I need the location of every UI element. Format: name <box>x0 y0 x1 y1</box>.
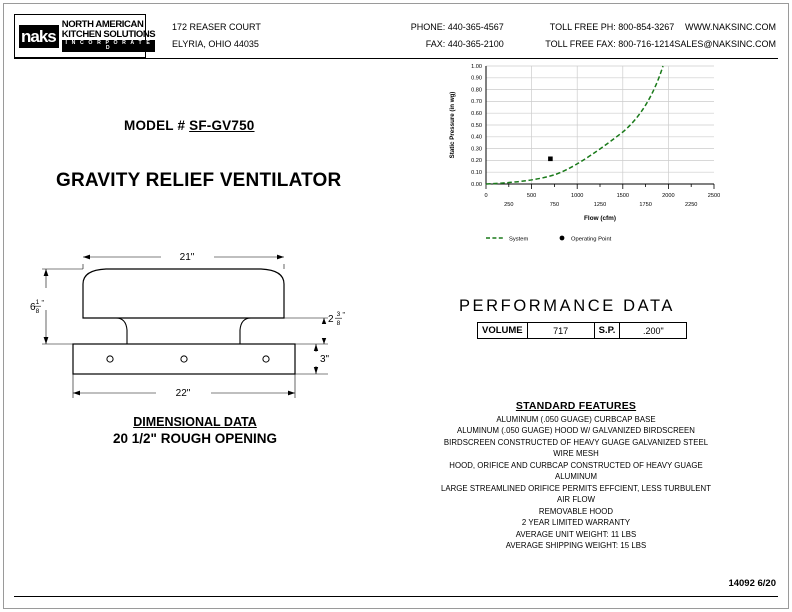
toll-free-fax: TOLL FREE FAX: 800-716-1214 <box>545 39 675 49</box>
orifice-left <box>83 318 127 344</box>
dim-offset-unit: " <box>342 312 345 319</box>
legend-label-system: System <box>509 236 529 243</box>
model-label: MODEL # <box>124 118 186 133</box>
header-phone-block <box>366 14 504 58</box>
x-tick-1000: 1000 <box>570 193 584 199</box>
dim-height-whole: 6 <box>30 302 36 313</box>
y-tick-9: 0.90 <box>471 75 482 82</box>
footer-revision-code: 14092 6/20 <box>728 578 776 589</box>
mounting-hole-left <box>107 356 113 362</box>
x-tick-2000: 2000 <box>662 193 675 199</box>
chart-x-ticks <box>486 184 714 189</box>
orifice-right <box>240 318 284 344</box>
address-line-2: ELYRIA, OHIO 44035 <box>172 39 259 49</box>
y-tick-7: 0.70 <box>471 99 482 106</box>
website-url[interactable]: WWW.NAKSINC.COM <box>685 21 776 32</box>
static-pressure-label: S.P. <box>594 323 620 339</box>
chart-legend <box>424 228 724 248</box>
feature-item: ALUMINUM (.050 GUAGE) CURBCAP BASE <box>496 415 656 424</box>
y-tick-0: 0.00 <box>471 181 482 188</box>
mounting-hole-right <box>263 356 269 362</box>
x-tick-0: 0 <box>484 193 488 199</box>
y-tick-6: 0.60 <box>471 111 482 117</box>
company-logo <box>14 14 156 58</box>
dim-height-numerator: 1 <box>35 299 40 306</box>
y-tick-3: 0.30 <box>471 146 482 153</box>
feature-item: ALUMINUM (.050 GUAGE) HOOD W/ GALVANIZED BIRDSCREEN <box>457 426 695 436</box>
static-pressure-value: .200" <box>620 323 687 339</box>
dim-offset-whole: 2 <box>328 314 334 325</box>
mounting-hole-center <box>181 356 187 362</box>
dim-offset-denominator: 8 <box>336 320 341 327</box>
performance-data-table <box>477 322 687 339</box>
dim-label-offset <box>328 311 346 327</box>
logo-mark: naks <box>19 25 59 48</box>
standard-features-title: STANDARD FEATURES <box>515 400 637 412</box>
dim-label-top-width: 21" <box>179 252 195 263</box>
feature-item: WIRE MESH <box>553 449 599 459</box>
feature-item: AVERAGE SHIPPING WEIGHT: 15 LBS <box>505 540 647 550</box>
y-tick-1: 0.10 <box>471 170 482 176</box>
x-tick-1500: 1500 <box>616 193 630 199</box>
page-title: GRAVITY RELIEF VENTILATOR <box>56 170 342 191</box>
performance-data-title: PERFORMANCE DATA <box>458 297 676 315</box>
phone-number: PHONE: 440-365-4567 <box>410 21 504 32</box>
chart-x-tick-labels-lower <box>504 202 697 208</box>
dimensional-drawing <box>28 248 358 408</box>
logo-wordmark <box>62 20 155 52</box>
y-tick-2: 0.20 <box>471 158 482 165</box>
volume-label: VOLUME <box>478 323 528 339</box>
drawing-caption-rough-opening: 20 1/2" ROUGH OPENING <box>113 431 277 446</box>
logo-line-2: KITCHEN SOLUTIONS <box>61 28 156 40</box>
volume-value: 717 <box>527 323 594 339</box>
curbcap-base <box>73 344 295 374</box>
email-address[interactable]: SALES@NAKSINC.COM <box>674 39 776 49</box>
footer-divider <box>14 596 778 597</box>
legend-svg <box>424 228 724 248</box>
y-tick-5: 0.50 <box>471 122 482 129</box>
model-number-line <box>124 118 255 133</box>
logo-line-1: NORTH AMERICAN <box>61 19 144 31</box>
feature-item: REMOVABLE HOOD <box>538 506 614 516</box>
dim-height-denominator: 8 <box>35 308 40 315</box>
x-tick-500: 500 <box>526 193 537 199</box>
chart-x-tick-labels-upper <box>484 193 720 199</box>
header-tollfree-block <box>504 14 675 58</box>
dim-label-base-width: 22" <box>175 388 191 399</box>
model-number: SF-GV750 <box>189 118 255 133</box>
dim-offset-numerator: 3 <box>336 311 341 318</box>
address-line-1: 172 REASER COURT <box>172 21 261 32</box>
header-address <box>146 14 366 58</box>
dim-label-base-height: 3" <box>320 354 330 365</box>
chart-y-axis-label: Static Pressure (in wg) <box>449 91 456 159</box>
legend-label-operating-point: Operating Point <box>571 236 612 243</box>
dim-label-height <box>30 299 45 315</box>
dim-height-unit: " <box>41 300 44 307</box>
header-web-block <box>674 14 778 58</box>
fax-number: FAX: 440-365-2100 <box>425 39 504 49</box>
page-header <box>14 14 778 58</box>
x-tick-2500: 2500 <box>707 193 721 199</box>
drawing-svg <box>28 248 358 408</box>
x-tick-2250: 2250 <box>684 202 698 208</box>
feature-item: LARGE STREAMLINED ORIFICE PERMITS EFFCIENT, LESS TURBULENT <box>440 483 712 493</box>
chart-x-axis-label: Flow (cfm) <box>584 215 616 222</box>
hood-profile <box>83 269 284 318</box>
operating-point-marker <box>548 157 553 162</box>
logo-line-3: I N C O R P O R A T E D <box>62 40 155 52</box>
feature-item: AIR FLOW <box>556 495 596 505</box>
chart-gridlines <box>486 66 714 184</box>
feature-item: AVERAGE UNIT WEIGHT: 11 LBS <box>515 529 637 539</box>
table-row <box>478 323 687 339</box>
feature-item: ALUMINUM <box>555 472 597 482</box>
feature-item: 2 YEAR LIMITED WARRANTY <box>521 518 631 528</box>
x-tick-1750: 1750 <box>639 202 652 208</box>
x-tick-1250: 1250 <box>593 202 607 208</box>
standard-features <box>418 400 734 551</box>
x-tick-750: 750 <box>549 202 560 208</box>
y-tick-4: 0.40 <box>471 134 482 141</box>
legend-swatch-operating-point <box>560 236 565 241</box>
chart-y-tick-labels <box>471 64 482 188</box>
toll-free-phone: TOLL FREE PH: 800-854-3267 <box>549 21 675 32</box>
x-tick-250: 250 <box>504 202 514 208</box>
drawing-caption-title <box>0 415 390 429</box>
y-tick-10: 1.00 <box>471 64 482 70</box>
feature-item: HOOD, ORIFICE AND CURBCAP CONSTRUCTED OF HEAVY GUAGE <box>449 460 703 470</box>
y-tick-8: 0.80 <box>471 87 482 94</box>
feature-item: BIRDSCREEN CONSTRUCTED OF HEAVY GUAGE GALVANIZED STEEL <box>443 437 709 447</box>
dimensional-data-label: DIMENSIONAL DATA <box>133 415 257 429</box>
